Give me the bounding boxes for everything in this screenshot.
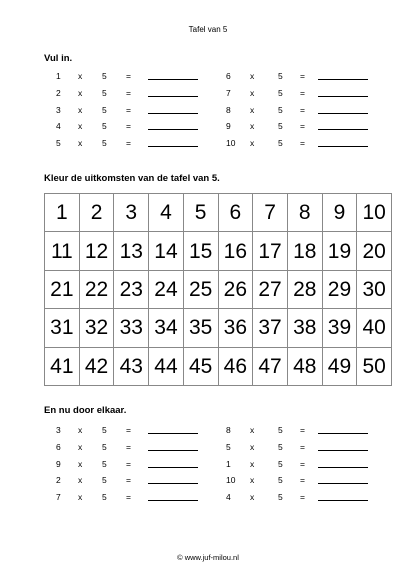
grid-cell[interactable]: 20	[357, 232, 392, 270]
times-sign: x	[78, 441, 83, 452]
grid-cell[interactable]: 12	[80, 232, 115, 270]
grid-cell[interactable]: 5	[184, 194, 219, 232]
grid-cell[interactable]: 47	[253, 348, 288, 386]
grid-cell[interactable]: 50	[357, 348, 392, 386]
answer-blank[interactable]	[318, 79, 368, 80]
multiplier: 5	[102, 138, 107, 149]
answer-blank[interactable]	[318, 500, 368, 501]
answer-blank[interactable]	[318, 113, 368, 114]
equals-sign: =	[126, 458, 131, 469]
grid-cell[interactable]: 24	[149, 271, 184, 309]
equals-sign: =	[300, 71, 305, 81]
times-sign: x	[250, 492, 255, 503]
equals-sign: =	[126, 121, 131, 132]
grid-cell[interactable]: 15	[184, 232, 219, 270]
grid-cell[interactable]: 6	[219, 194, 254, 232]
equals-sign: =	[300, 458, 305, 469]
equals-sign: =	[300, 441, 305, 452]
equals-sign: =	[300, 104, 305, 115]
multiplicand: 7	[226, 87, 231, 98]
equals-sign: =	[126, 104, 131, 115]
equals-sign: =	[300, 121, 305, 132]
times-sign: x	[250, 475, 255, 486]
multiplicand: 8	[226, 104, 231, 115]
answer-blank[interactable]	[148, 467, 198, 468]
multiplicand: 9	[226, 121, 231, 132]
grid-cell[interactable]: 41	[45, 348, 80, 386]
equals-sign: =	[126, 425, 131, 435]
grid-cell[interactable]: 26	[219, 271, 254, 309]
multiplicand: 10	[226, 475, 236, 486]
times-sign: x	[78, 458, 83, 469]
multiplier: 5	[278, 475, 283, 486]
grid-cell[interactable]: 32	[80, 309, 115, 347]
grid-cell[interactable]: 21	[45, 271, 80, 309]
multiplicand: 5	[226, 441, 231, 452]
times-sign: x	[250, 458, 255, 469]
multiplier: 5	[102, 475, 107, 486]
multiplicand: 6	[56, 441, 61, 452]
grid-cell[interactable]: 1	[45, 194, 80, 232]
multiplicand: 10	[226, 138, 236, 149]
multiplicand: 6	[226, 71, 231, 81]
multiplicand: 1	[226, 458, 231, 469]
grid-cell[interactable]: 35	[184, 309, 219, 347]
grid-cell[interactable]: 4	[149, 194, 184, 232]
grid-cell[interactable]: 30	[357, 271, 392, 309]
grid-cell[interactable]: 33	[114, 309, 149, 347]
times-sign: x	[78, 425, 83, 435]
times-sign: x	[78, 71, 83, 81]
multiplicand: 9	[56, 458, 61, 469]
times-sign: x	[250, 71, 255, 81]
answer-blank[interactable]	[148, 483, 198, 484]
page-header: Tafel van 5	[188, 25, 228, 34]
grid-cell[interactable]: 31	[45, 309, 80, 347]
grid-cell[interactable]: 11	[45, 232, 80, 270]
times-sign: x	[78, 138, 83, 149]
multiplicand: 4	[226, 492, 231, 503]
multiplicand: 4	[56, 121, 61, 132]
grid-cell[interactable]: 42	[80, 348, 115, 386]
grid-cell[interactable]: 10	[357, 194, 392, 232]
multiplicand: 8	[226, 425, 231, 435]
multiplier: 5	[278, 458, 283, 469]
answer-blank[interactable]	[148, 500, 198, 501]
equals-sign: =	[126, 441, 131, 452]
multiplier: 5	[278, 121, 283, 132]
grid-cell[interactable]: 16	[219, 232, 254, 270]
multiplier: 5	[102, 441, 107, 452]
grid-cell[interactable]: 34	[149, 309, 184, 347]
grid-cell[interactable]: 13	[114, 232, 149, 270]
answer-blank[interactable]	[148, 129, 198, 130]
multiplier: 5	[102, 87, 107, 98]
equals-sign: =	[126, 138, 131, 149]
answer-blank[interactable]	[318, 467, 368, 468]
equals-sign: =	[300, 87, 305, 98]
times-sign: x	[250, 441, 255, 452]
multiplier: 5	[102, 71, 107, 81]
times-sign: x	[78, 104, 83, 115]
answer-blank[interactable]	[148, 113, 198, 114]
equals-sign: =	[300, 425, 305, 435]
times-sign: x	[250, 425, 255, 435]
equals-sign: =	[300, 475, 305, 486]
multiplicand: 2	[56, 475, 61, 486]
section-kleur-title: Kleur de uitkomsten van de tafel van 5.	[44, 173, 220, 184]
answer-blank[interactable]	[318, 433, 368, 434]
grid-cell[interactable]: 29	[323, 271, 358, 309]
answer-blank[interactable]	[318, 129, 368, 130]
times-sign: x	[78, 121, 83, 132]
grid-cell[interactable]: 22	[80, 271, 115, 309]
answer-blank[interactable]	[148, 96, 198, 97]
equals-sign: =	[126, 492, 131, 503]
grid-cell[interactable]: 44	[149, 348, 184, 386]
grid-cell[interactable]: 48	[288, 348, 323, 386]
answer-blank[interactable]	[318, 483, 368, 484]
multiplicand: 1	[56, 71, 61, 81]
answer-blank[interactable]	[148, 79, 198, 80]
times-sign: x	[250, 138, 255, 149]
grid-cell[interactable]: 43	[114, 348, 149, 386]
grid-cell[interactable]: 3	[114, 194, 149, 232]
multiplier: 5	[278, 441, 283, 452]
answer-blank[interactable]	[148, 146, 198, 147]
answer-blank[interactable]	[318, 146, 368, 147]
grid-cell[interactable]: 14	[149, 232, 184, 270]
grid-cell[interactable]: 23	[114, 271, 149, 309]
grid-cell[interactable]: 19	[323, 232, 358, 270]
equals-sign: =	[300, 492, 305, 503]
grid-cell[interactable]: 17	[253, 232, 288, 270]
times-sign: x	[78, 87, 83, 98]
times-sign: x	[78, 475, 83, 486]
multiplier: 5	[278, 87, 283, 98]
multiplicand: 3	[56, 104, 61, 115]
answer-blank[interactable]	[148, 450, 198, 451]
multiplicand: 7	[56, 492, 61, 503]
grid-cell[interactable]: 9	[323, 194, 358, 232]
multiplicand: 3	[56, 425, 61, 435]
times-sign: x	[250, 104, 255, 115]
section-vul-in-title: Vul in.	[44, 53, 73, 64]
grid-cell[interactable]: 40	[357, 309, 392, 347]
multiplier: 5	[278, 425, 283, 435]
number-grid	[44, 193, 392, 386]
multiplier: 5	[102, 425, 107, 435]
multiplier: 5	[278, 492, 283, 503]
multiplicand: 5	[56, 138, 61, 149]
answer-blank[interactable]	[318, 450, 368, 451]
multiplier: 5	[102, 121, 107, 132]
grid-cell[interactable]: 8	[288, 194, 323, 232]
grid-cell[interactable]: 38	[288, 309, 323, 347]
multiplier: 5	[102, 458, 107, 469]
multiplicand: 2	[56, 87, 61, 98]
times-sign: x	[78, 492, 83, 503]
equals-sign: =	[300, 138, 305, 149]
multiplier: 5	[102, 104, 107, 115]
answer-blank[interactable]	[148, 433, 198, 434]
grid-cell[interactable]: 18	[288, 232, 323, 270]
equals-sign: =	[126, 71, 131, 81]
equals-sign: =	[126, 87, 131, 98]
multiplier: 5	[278, 71, 283, 81]
grid-cell[interactable]: 39	[323, 309, 358, 347]
grid-cell[interactable]: 27	[253, 271, 288, 309]
times-sign: x	[250, 121, 255, 132]
multiplier: 5	[102, 492, 107, 503]
answer-blank[interactable]	[318, 96, 368, 97]
times-sign: x	[250, 87, 255, 98]
grid-cell[interactable]: 37	[253, 309, 288, 347]
grid-cell[interactable]: 25	[184, 271, 219, 309]
grid-cell[interactable]: 46	[219, 348, 254, 386]
section-door-elkaar-title: En nu door elkaar.	[44, 405, 127, 416]
grid-cell[interactable]: 49	[323, 348, 358, 386]
footer-credit: © www.juf-milou.nl	[177, 553, 239, 562]
grid-cell[interactable]: 7	[253, 194, 288, 232]
multiplier: 5	[278, 138, 283, 149]
multiplier: 5	[278, 104, 283, 115]
grid-cell[interactable]: 45	[184, 348, 219, 386]
equals-sign: =	[126, 475, 131, 486]
grid-cell[interactable]: 28	[288, 271, 323, 309]
grid-cell[interactable]: 2	[80, 194, 115, 232]
grid-cell[interactable]: 36	[219, 309, 254, 347]
